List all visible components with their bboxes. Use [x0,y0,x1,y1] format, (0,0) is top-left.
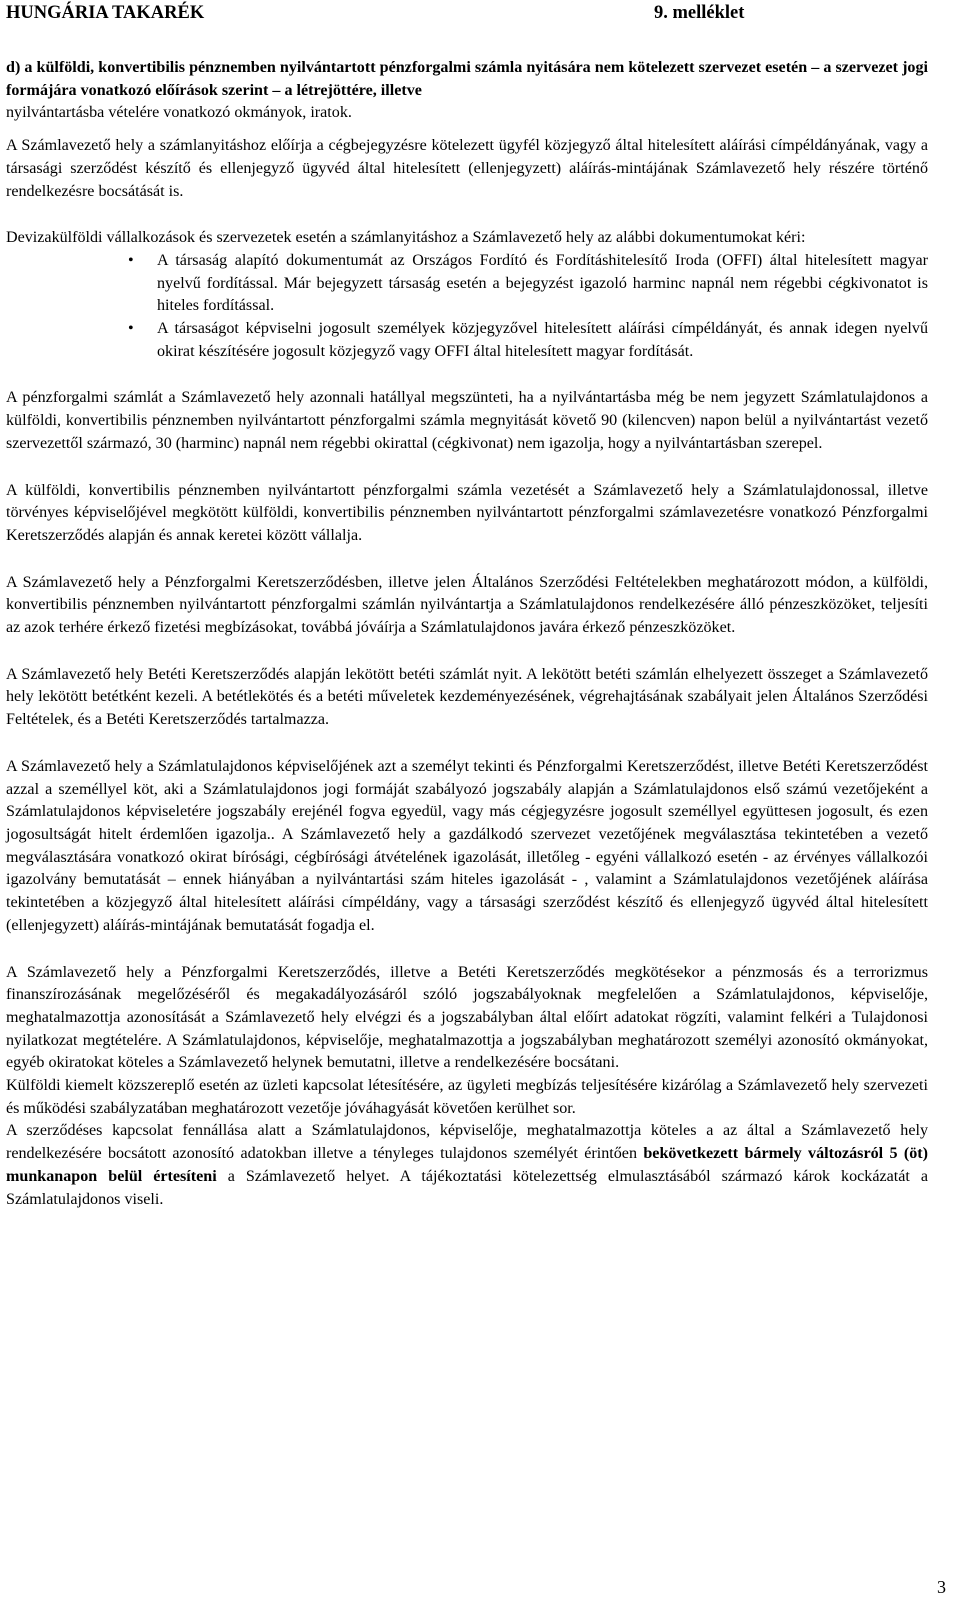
page-number: 3 [937,1577,946,1597]
bank-name: HUNGÁRIA TAKARÉK [6,3,205,23]
paragraph-money-laundering: A Számlavezető hely a Pénzforgalmi Keretszerződés, illetve a Betéti Keretszerződés megkötésekor a pénzmosás és a terrorizmus finanszírozásának megelőzéséről és megakadályozásáról szóló jogszabályoknak megfelelően a Számlatulajdonos, képviselője, meghatalmazottja azonosítását a Számlavezető hely elvégzi és a jogszabályban által előírt adatokat rögzíti, valamint felkéri a Tulajdonosi nyilatkozat megtételére. A Számlatulajdonos, képviselője, meghatalmazottja a jogszabályban meghatározott személyi azonosító okmányokat, egyéb okiratokat köteles a Számlavezető helynek bemutatni, illetve a rendelkezésére bocsátani. [6,963,928,1072]
annex-label: 9. melléklet [654,3,745,23]
list-item-text: A társaság alapító dokumentumát az Országos Fordító és Fordításhitelesítő Iroda (OFFI) által hitelesített magyar nyelvű fordítással. Már bejegyzett társaság esetén a bejegyzést igazoló harminc napnál nem régebbi cégkivonatot is hiteles fordítással. [157,251,928,315]
bullet-icon: • [128,320,134,338]
paragraph-public-figure: Külföldi kiemelt közszereplő esetén az üzleti kapcsolat létesítésére, az ügyleti megbízás teljesítésére kizárólag a Számlavezető hely szervezeti és működési szabályzatában meghatározott vezetője jóváhagyását követően kerülhet sor. [6,1077,928,1117]
list-item-text: A társaságot képviselni jogosult személyek közjegyzővel hitelesített aláírási címpéldányát, és annak idegen nyelvű okirat készítésére jogosult közjegyző vagy OFFI által hitelesített magyar fordítását. [157,320,928,360]
document-body [6,57,928,1211]
notification-text-b: a Számlavezető helyet. A tájékoztatási kötelezettség elmulasztásából származó károk kockázatát a Számlatulajdonos viseli. [6,1167,929,1208]
page-header [6,3,946,29]
document-list [6,250,928,364]
paragraph-account-termination: A pénzforgalmi számlát a Számlavezető hely azonnali hatállyal megszünteti, ha a nyilvántartásba még be nem jegyzett Számlatulajdonos a külföldi, konvertibilis pénznemben nyilvántartott pénzforgalmi számla megnyitását követő 90 (kilencven) napon belül a nyilvántartást vezető szervezettől származó, 30 (harminc) napnál nem régebbi okirattal (cégkivonat) nem igazolja, hogy a nyilvántartásban szerepel. [6,389,928,452]
notification-emphasis: bekövetkezett bármely változásról 5 (öt) munkanapon belül értesíteni [6,1145,928,1185]
list-item [6,250,928,318]
paragraph-signature-requirement: A Számlavezető hely a számlanyitáshoz előírja a cégbejegyzésre kötelezett ügyfél közjegyző által hitelesített aláírási címpéldányának, vagy a társasági szerződést készítő és ellenjegyző ügyvéd által hitelesített (ellenjegyzett) aláírás-mintájának Számlavezető hely részére történő rendelkezésre bocsátását is. [6,137,928,200]
paragraph-foreign-entities-intro: Devizakülföldi vállalkozások és szervezetek esetén a számlanyitáshoz a Számlavezető hely az alábbi dokumentumokat kéri: [6,229,806,247]
paragraph-deposit-contract: A Számlavezető hely Betéti Keretszerződés alapján lekötött betéti számlát nyit. A lekötött betéti számlán elhelyezett összeget a Számlavezető hely lekötött betétként kezeli. A betétlekötés és a betéti műveletek kezdeményezésének, végrehajtásának szabályait jelen Általános Szerződési Feltételek, és a Betéti Keretszerződés tartalmazza. [6,665,928,729]
paragraph-representative: A Számlavezető hely a Számlatulajdonos képviselőjének azt a személyt tekinti és Pénzforgalmi Keretszerződést, illetve Betéti Keretszerződést azzal a személlyel köt, aki a Számlatulajdonos jogi formáját szabályozó jogszabály alapján a Számlatulajdonos első számú vezetőjeként a Számlatulajdonos képviseletére jogszabály erejénél fogva egyedül, vagy más cégjegyzésre jogosult személlyel együttesen jogosult, és ezen jogosultságát hitelt érdemlően igazolja.. A Számlavezető hely a gazdálkodó szervezet vezetőjének megválasztása tekintetében a vezető megválasztására vonatkozó okirat bírósági, cégbírósági átvételének igazolását, illetőleg - egyéni vállalkozó esetén - az érvényes vállalkozói igazolvány bemutatását – ennek hiányában a nyilvántartási szám hiteles igazolását - , valamint a Számlatulajdonos vezetőjének aláírása tekintetében a közjegyző által hitelesített aláírási címpéldány, vagy a társasági szerződést készítő és ellenjegyző ügyvéd által hitelesített (ellenjegyzett) aláírás-mintájának bemutatását fogadja el. [6,757,928,934]
paragraph-change-notification [6,1120,928,1211]
paragraph-account-management: A külföldi, konvertibilis pénznemben nyilvántartott pénzforgalmi számla vezetését a Számlavezető hely a Számlatulajdonossal, illetve törvényes képviselőjével megkötött külföldi, konvertibilis pénznemben nyilvántartott pénzforgalmi számlavezetésre vonatkozó Pénzforgalmi Keretszerződés alapján és annak keretei között vállalja. [6,481,928,544]
list-item [6,318,928,363]
paragraph-d-rest: nyilvántartásba vételére vonatkozó okmányok, iratok. [6,104,352,122]
paragraph-framework-contract: A Számlavezető hely a Pénzforgalmi Keretszerződésben, illetve jelen Általános Szerződési Feltételekben meghatározott módon, a külföldi, konvertibilis pénznemben nyilvántartott pénzforgalmi számlán nyilvántartja a Számlatulajdonos rendelkezésére álló pénzeszközöket, teljesíti az azok terhére érkező fizetési megbízásokat, továbbá jóváírja a Számlatulajdonos javára érkező pénzeszközöket. [6,573,928,637]
paragraph-d-heading: d) a külföldi, konvertibilis pénznemben nyilvántartott pénzforgalmi számla nyitására nem kötelezett szervezet esetén – a szervezet jogi formájára vonatkozó előírások szerint – a létrejöttére, illetve [6,59,928,99]
bullet-icon: • [128,251,134,269]
notification-text-a: A szerződéses kapcsolat fennállása alatt a Számlatulajdonos, képviselője, meghatalmazottja köteles a az által a Számlavezető hely rendelkezésére bocsátott azonosító adatokban illetve a tényleges tulajdonos személyét érintően [6,1122,928,1163]
